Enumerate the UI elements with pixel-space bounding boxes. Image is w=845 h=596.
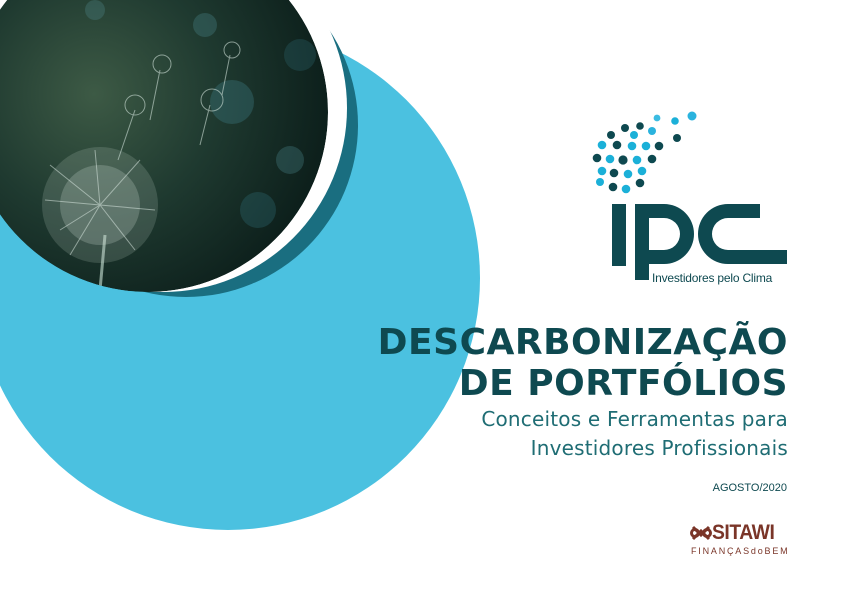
ipc-dots-icon xyxy=(593,112,697,194)
sitawi-name: SITAWI xyxy=(712,521,775,544)
title-line-1: DESCARBONIZAÇÃO xyxy=(377,322,788,363)
sitawi-tagline: FINANÇASdoBEM xyxy=(691,546,790,556)
sitawi-knot-icon xyxy=(690,523,712,543)
logo-tagline: Investidores pelo Clima xyxy=(652,271,773,285)
title-line-2: DE PORTFÓLIOS xyxy=(458,363,788,404)
page-title xyxy=(378,322,788,404)
publication-date: AGOSTO/2020 xyxy=(712,482,787,494)
subtitle-line-1: Conceitos e Ferramentas para xyxy=(481,407,788,431)
ipc-logo xyxy=(580,108,795,280)
ipc-wordmark-icon xyxy=(612,204,787,280)
subtitle-line-2: Investidores Profissionais xyxy=(530,436,788,460)
page-subtitle xyxy=(481,405,788,463)
